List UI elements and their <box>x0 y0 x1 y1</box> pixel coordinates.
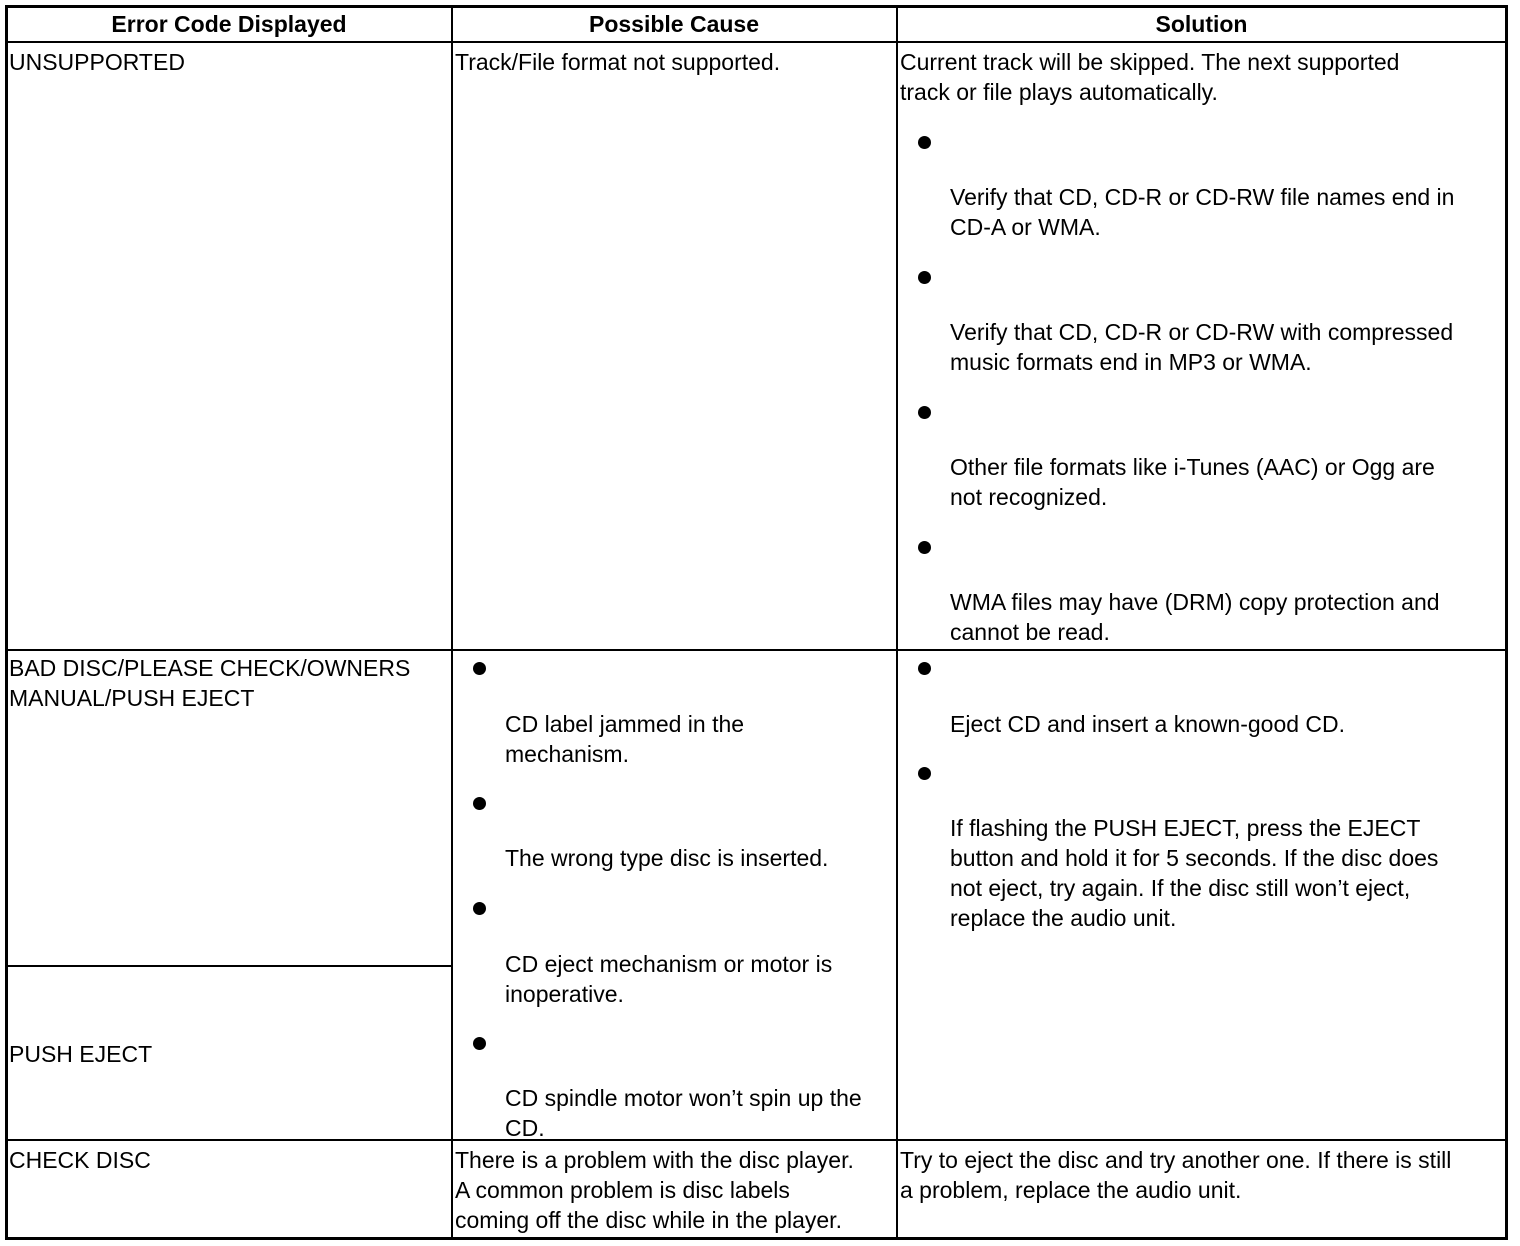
solution-text: Current track will be skipped. The next supported <box>900 49 1400 75</box>
solution-bullet-text: CD-A or WMA. <box>950 214 1101 240</box>
cause-bullet-text: CD spindle motor won’t spin up the <box>505 1085 862 1111</box>
solution-bullet-text: Eject CD and insert a known-good CD. <box>950 711 1346 737</box>
error-code: CHECK DISC <box>9 1147 151 1173</box>
cause-bullet-text: CD. <box>505 1115 545 1141</box>
cause-bullet-text: The wrong type disc is inserted. <box>505 845 829 871</box>
error-code: BAD DISC/PLEASE CHECK/OWNERS <box>9 655 411 681</box>
bullet-icon <box>918 406 931 419</box>
bullet-icon <box>473 797 486 810</box>
bullet-icon <box>918 541 931 554</box>
bullet-icon <box>473 662 486 675</box>
solution-bullet-text: replace the audio unit. <box>950 905 1177 931</box>
error-code: PUSH EJECT <box>9 1041 153 1067</box>
cause-bullet-text: CD eject mechanism or motor is <box>505 951 833 977</box>
solution-bullet-text: music formats end in MP3 or WMA. <box>950 349 1312 375</box>
solution-bullet-text: button and hold it for 5 seconds. If the disc does <box>950 845 1439 871</box>
header-possible-cause: Possible Cause <box>588 11 760 37</box>
column-divider <box>896 7 898 1239</box>
cause-bullet-text: mechanism. <box>505 741 629 767</box>
bullet-icon <box>473 1037 486 1050</box>
solution-bullet-text: WMA files may have (DRM) copy protection and <box>950 589 1440 615</box>
solution-bullet-text: Verify that CD, CD-R or CD-RW file names end in <box>950 184 1455 210</box>
cause-text: Track/File format not supported. <box>455 49 781 75</box>
solution-text: a problem, replace the audio unit. <box>900 1177 1242 1203</box>
bullet-icon <box>918 271 931 284</box>
solution-bullet-text: not eject, try again. If the disc still won’t eject, <box>950 875 1411 901</box>
bullet-icon <box>918 767 931 780</box>
solution-bullet-text: not recognized. <box>950 484 1108 510</box>
sub-row-divider <box>7 965 452 967</box>
cause-text: coming off the disc while in the player. <box>455 1207 842 1233</box>
cause-text: There is a problem with the disc player. <box>455 1147 854 1173</box>
header-divider <box>7 41 1506 43</box>
solution-bullet-text: Other file formats like i-Tunes (AAC) or Ogg are <box>950 454 1435 480</box>
row-divider <box>7 649 1506 651</box>
error-code: MANUAL/PUSH EJECT <box>9 685 255 711</box>
header-solution: Solution <box>1155 11 1248 37</box>
solution-bullet-text: If flashing the PUSH EJECT, press the EJECT <box>950 815 1421 841</box>
solution-bullet-text: cannot be read. <box>950 619 1110 645</box>
header-error-code: Error Code Displayed <box>111 11 347 37</box>
solution-text: track or file plays automatically. <box>900 79 1218 105</box>
cause-text: A common problem is disc labels <box>455 1177 790 1203</box>
cause-bullet-text: CD label jammed in the <box>505 711 745 737</box>
column-divider <box>451 7 453 1239</box>
solution-text: Try to eject the disc and try another one. If there is still <box>900 1147 1452 1173</box>
error-code: UNSUPPORTED <box>9 49 185 75</box>
cause-bullet-text: inoperative. <box>505 981 624 1007</box>
bullet-icon <box>473 902 486 915</box>
bullet-icon <box>918 662 931 675</box>
bullet-icon <box>918 136 931 149</box>
solution-bullet-text: Verify that CD, CD-R or CD-RW with compressed <box>950 319 1454 345</box>
row-divider <box>7 1139 1506 1141</box>
